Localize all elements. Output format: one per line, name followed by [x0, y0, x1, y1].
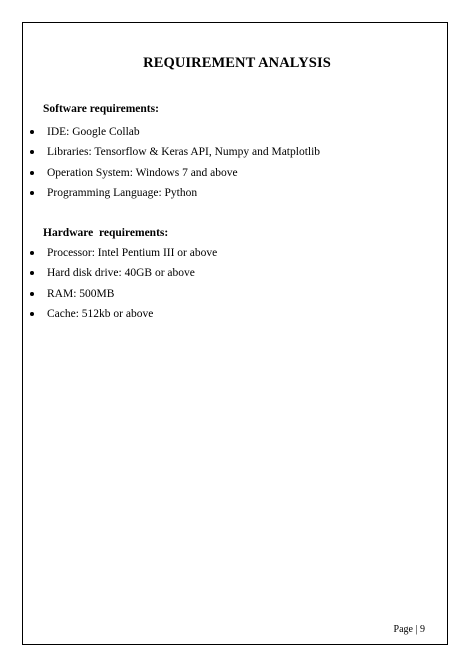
page-number: Page | 9 — [393, 624, 425, 635]
page-title: REQUIREMENT ANALYSIS — [143, 55, 331, 71]
list-item-text: Programming Language: Python — [47, 186, 198, 199]
bullet-icon — [30, 171, 34, 175]
list-item-text: RAM: 500MB — [47, 287, 115, 300]
list-item-text: Libraries: Tensorflow & Keras API, Numpy and Matplotlib — [47, 146, 321, 159]
page-border — [22, 22, 448, 645]
list-item-text: Processor: Intel Pentium III or above — [47, 247, 218, 259]
software-requirements-heading: Software requirements: — [43, 103, 159, 115]
bullet-icon — [30, 130, 34, 134]
list-item-text: Cache: 512kb or above — [47, 307, 154, 320]
bullet-icon — [30, 191, 34, 195]
list-item-text: IDE: Google Collab — [47, 126, 140, 138]
hardware-requirements-heading: Hardware requirements: — [43, 227, 169, 239]
list-item-text: Hard disk drive: 40GB or above — [47, 267, 195, 280]
bullet-icon — [30, 251, 34, 255]
bullet-icon — [30, 292, 34, 296]
bullet-icon — [30, 312, 34, 316]
list-item-text: Operation System: Windows 7 and above — [47, 166, 238, 179]
